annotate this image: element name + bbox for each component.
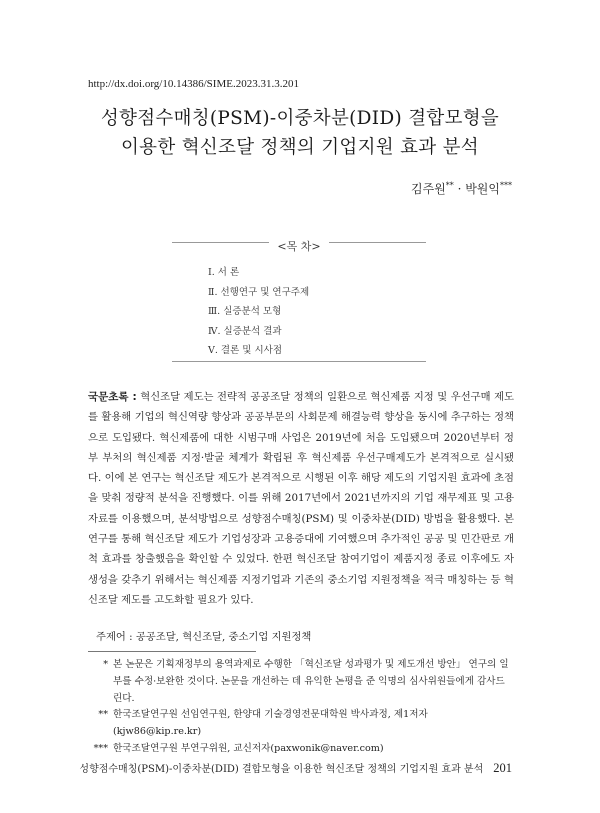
toc-item: Ⅰ. 서 론 <box>208 267 240 278</box>
abstract-label: 국문초록 : <box>88 391 137 403</box>
footnote-mark: *** <box>93 742 108 754</box>
keywords-label: 주제어 : <box>96 631 136 643</box>
footnote-text: 한국조달연구원 부연구위원, 교신저자(paxwonik@naver.com) <box>113 742 384 754</box>
author-separator: · <box>453 182 466 196</box>
toc-item: Ⅴ. 결론 및 시사점 <box>208 345 283 356</box>
title-line-1: 성향점수매칭(PSM)-이중차분(DID) 결합모형을 <box>100 108 500 129</box>
toc-heading: <목 차> <box>269 240 328 253</box>
keywords <box>96 628 311 643</box>
footnote <box>88 741 514 758</box>
toc-item: Ⅳ. 실증분석 결과 <box>208 325 282 337</box>
footnote-mark: ** <box>98 709 108 721</box>
footnote-text: 한국조달연구원 선임연구원, 한양대 기술경영전문대학원 박사과정, 제1저자(kjw86@kip.re.kr) <box>113 709 428 738</box>
footnote-text: 본 논문은 기획재정부의 용역과제로 수행한 「혁신조달 성과평가 및 제도개선 방안」 연구의 일부를 수정·보완한 것이다. 논문을 개선하는 데 유익한 논평을 준 익명의 심사위원들에게 감사드린다. <box>113 659 509 704</box>
toc-list <box>208 263 309 361</box>
footnote-divider <box>88 651 256 652</box>
keywords-text: 공공조달, 혁신조달, 중소기업 지원정책 <box>135 631 312 643</box>
author-name-2: 박원익 <box>465 182 500 196</box>
author-mark-1: ** <box>445 181 454 190</box>
page-number: 201 <box>493 761 512 775</box>
doi-link[interactable]: http://dx.doi.org/10.14386/SIME.2023.31.3.201 <box>88 78 299 90</box>
footnote-mark: * <box>103 659 108 670</box>
running-head-title: 성향점수매칭(PSM)-이중차분(DID) 결합모형을 이용한 혁신조달 정책의 기업지원 효과 분석 <box>79 764 484 775</box>
abstract-text: 혁신조달 제도는 전략적 공공조달 정책의 일환으로 혁신제품 지정 및 우선구매 제도를 활용해 기업의 혁신역량 향상과 공공부문의 사회문제 해결능력 향상을 동시에 추구하는 정책으로 도입됐다. 혁신제품에 대한 시범구매 사업은 2019년에 처음 도입됐으며 2020년부터 정부 부처의 혁신제품 지정·발굴 체계가 확립된 후 혁신제품 우선구매제도가 본격적으로 실시됐다. 이에 본 연구는 혁신조달 제도가 본격적으로 시행된 이후 해당 제도의 기업지원 효과에 초점을 맞춰 정량적 분석을 진행했다. 이를 위해 2017년에서 2021년까지의 기업 재무제표 및 고용 자료를 이용했으며, 분석방법으로 성향점수매칭(PSM) 및 이중차분(DID) 방법을 활용했다. 본 연구를 통해 혁신조달 제도가 기업성장과 고용증대에 기여했으며 추가적인 공공 및 민간판로 개척 효과를 창출했음을 확인할 수 있었다. 한편 혁신조달 참여기업이 제품지정 종료 이후에도 자생성을 갖추기 위해서는 혁신제품 지정기업과 기존의 중소기업 지원정책을 적극 매칭하는 등 혁신조달 제도를 고도화할 필요가 있다. <box>88 391 515 606</box>
korean-abstract <box>88 387 514 610</box>
title-line-2: 이용한 혁신조달 정책의 기업지원 효과 분석 <box>121 137 479 158</box>
running-header <box>79 760 512 776</box>
footnote <box>88 657 514 707</box>
author-mark-2: *** <box>500 181 512 190</box>
author-name-1: 김주원 <box>410 182 446 196</box>
toc-item: Ⅱ. 선행연구 및 연구주제 <box>208 286 310 298</box>
table-of-contents <box>172 242 426 362</box>
paper-title <box>60 104 540 162</box>
footnote <box>88 707 514 741</box>
footnotes <box>88 657 514 758</box>
author-line <box>411 180 512 197</box>
toc-item: Ⅲ. 실증분석 모형 <box>208 306 282 317</box>
